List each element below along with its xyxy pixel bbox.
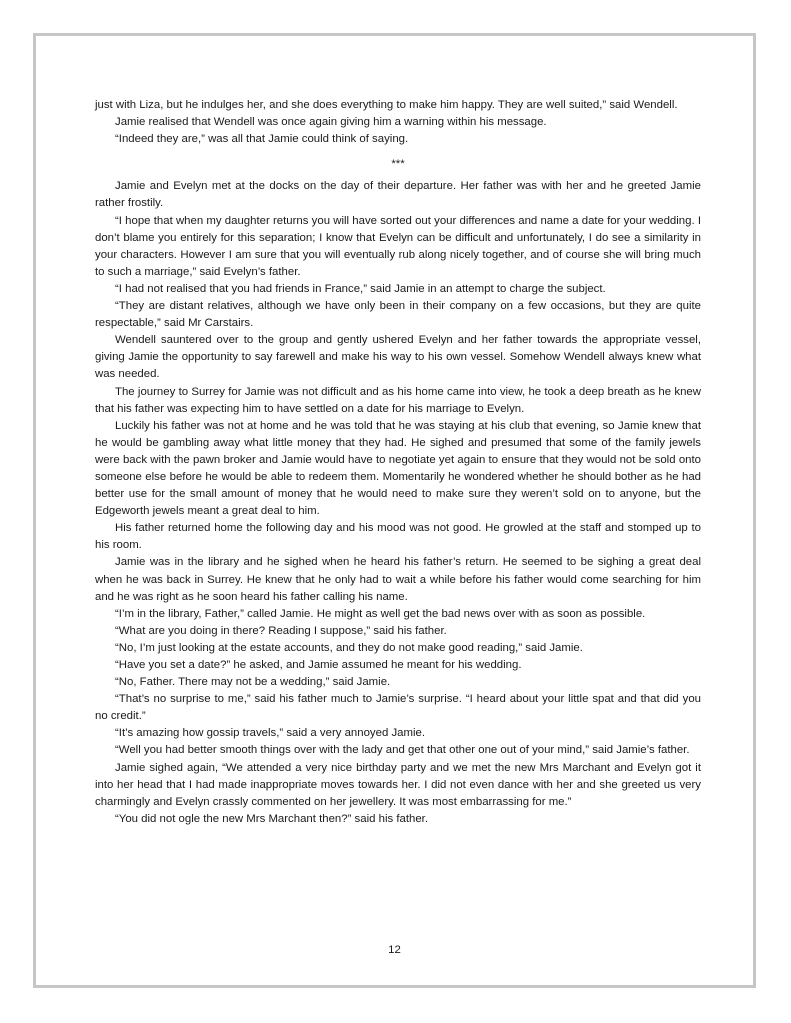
body-text (95, 97, 701, 828)
paragraph: Jamie was in the library and he sighed when he heard his father’s return. He seemed to be sighing a great deal when he was back in Surrey. He knew that he only had to wait a while before his father would come searching for him and he was right as he soon heard his father calling his name. (95, 556, 701, 603)
paragraph: “No, Father. There may not be a wedding,” said Jamie. (115, 676, 391, 689)
paragraph: Jamie and Evelyn met at the docks on the day of their departure. Her father was with her and he greeted Jamie rather frostily. (95, 180, 701, 210)
paragraph: “Well you had better smooth things over with the lady and get that other one out of your mind,” said Jamie’s father. (115, 744, 690, 757)
paragraph: “I’m in the library, Father,” called Jamie. He might as well get the bad news over with as soon as possible. (115, 607, 646, 620)
paragraph: “You did not ogle the new Mrs Marchant then?” said his father. (115, 812, 429, 825)
page-number: 12 (388, 944, 401, 956)
page (33, 33, 756, 988)
paragraph: “I hope that when my daughter returns you will have sorted out your differences and name a date for your wedding. I don’t blame you entirely for this separation; I know that Evelyn can be difficult and unfortunately, I do see a similarity in your characters. However I am sure that you will eventually rub along nicely together, and of course she will bring much to such a marriage,” said Evelyn’s father. (95, 214, 701, 278)
paragraph: “What are you doing in there? Reading I suppose,” said his father. (115, 624, 447, 637)
scene-break: *** (391, 158, 405, 171)
paragraph: Luckily his father was not at home and he was told that he was staying at his club that evening, so Jamie knew that he would be gambling away what little money that they had. He sighed and presumed that some of the family jewels were back with the pawn broker and Jamie would have to negotiate yet again to ensure that they would not be sold onto someone else before he would be able to redeem them. Momentarily he wondered whether he should bother as he had better use for the small amount of money that he would need to make sure they weren’t sold on to anyone, but the Edgeworth jewels meant a great deal to him. (95, 419, 701, 518)
paragraph: “I had not realised that you had friends in France,” said Jamie in an attempt to charge the subject. (115, 282, 606, 295)
paragraph: Wendell sauntered over to the group and gently ushered Evelyn and her father towards the appropriate vessel, giving Jamie the opportunity to say farewell and make his way to his own vessel. Somehow Wendell always knew what was needed. (95, 334, 701, 381)
paragraph: “Indeed they are,” was all that Jamie could think of saying. (115, 133, 409, 146)
paragraph: His father returned home the following day and his mood was not good. He growled at the staff and stomped up to his room. (95, 522, 701, 552)
paragraph: The journey to Surrey for Jamie was not difficult and as his home came into view, he took a deep breath as he knew that his father was expecting him to have settled on a date for his marriage to Evelyn. (95, 385, 701, 415)
paragraph: “They are distant relatives, although we have only been in their company on a few occasions, but they are quite respectable,” said Mr Carstairs. (95, 300, 701, 330)
paragraph: Jamie realised that Wendell was once again giving him a warning within his message. (115, 116, 547, 129)
paragraph: “No, I’m just looking at the estate accounts, and they do not make good reading,” said Jamie. (115, 641, 583, 654)
paragraph: “Have you set a date?” he asked, and Jamie assumed he meant for his wedding. (115, 659, 522, 671)
paragraph: “That’s no surprise to me,” said his father much to Jamie’s surprise. “I heard about your little spat and that did you no credit.” (95, 693, 701, 723)
paragraph: “It’s amazing how gossip travels,” said a very annoyed Jamie. (115, 727, 426, 740)
paragraph: Jamie sighed again, “We attended a very nice birthday party and we met the new Mrs Marchant and Evelyn got it into her head that I had made inappropriate moves towards her. I did not even dance with her and she greeted us very charmingly and Evelyn crassly commented on her jewellery. It was most embarrassing for me.” (95, 761, 701, 808)
paragraph: just with Liza, but he indulges her, and she does everything to make him happy. They are well suited,” said Wendell. (95, 99, 678, 111)
